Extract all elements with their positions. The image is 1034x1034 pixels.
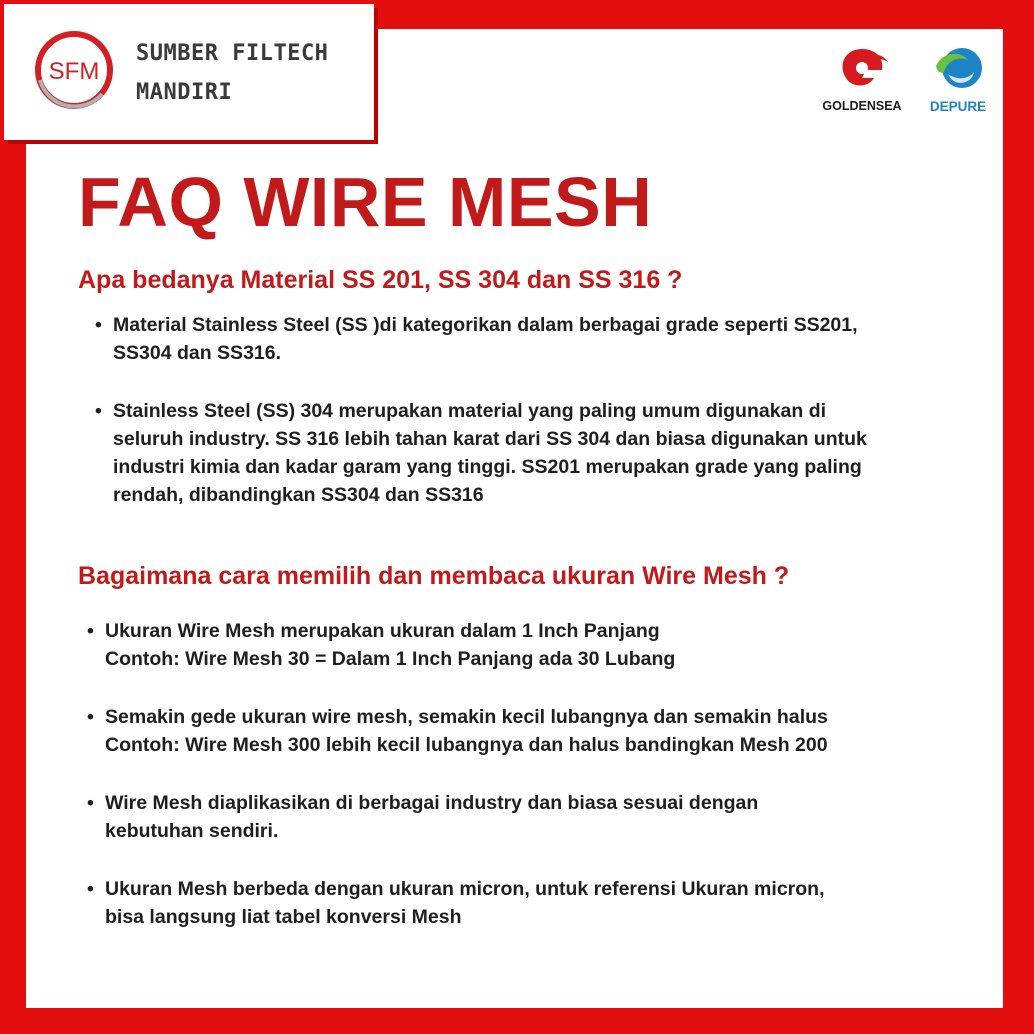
list-item-line: Wire Mesh diaplikasikan di berbagai industry dan biasa sesuai dengan [105,792,759,814]
depure-label: DEPURE [929,99,987,114]
depure-logo [918,44,998,114]
list-item-line: Stainless Steel (SS) 304 merupakan material yang paling umum digunakan di [113,400,827,422]
list-item-line: Semakin gede ukuran wire mesh, semakin kecil lubangnya dan semakin halus [105,706,828,728]
list-item-line: Material Stainless Steel (SS )di kategorikan dalam berbagai grade seperti SS201, [113,314,858,336]
question-heading: Apa bedanya Material SS 201, SS 304 dan SS 316 ? [78,266,683,294]
list-item-line: rendah, dibandingkan SS304 dan SS316 [113,484,484,506]
list-item-line: Contoh: Wire Mesh 300 lebih kecil lubangnya dan halus bandingkan Mesh 200 [105,734,828,756]
brand-header [4,4,374,140]
company-name-line1: SUMBER FILTECH [136,41,329,66]
sfm-logo-icon [32,28,116,112]
bullet-icon: • [95,314,102,336]
question-heading: Bagaimana cara memilih dan membaca ukuran Wire Mesh ? [78,562,790,590]
list-item-line: Contoh: Wire Mesh 30 = Dalam 1 Inch Panjang ada 30 Lubang [105,648,676,670]
list-item-line: SS304 dan SS316. [113,342,282,364]
list-item-line: industri kimia dan kadar garam yang tinggi. SS201 merupakan grade yang paling [113,456,862,478]
list-item [95,311,973,367]
list-item-line: seluruh industry. SS 316 lebih tahan karat dari SS 304 dan biasa digunakan untuk [113,428,867,450]
list-item-line: Ukuran Mesh berbeda dengan ukuran micron, untuk referensi Ukuran micron, [105,878,825,900]
list-item [87,703,965,759]
list-item [87,617,965,673]
page-title: FAQ WIRE MESH [78,163,653,241]
company-name [136,34,376,112]
bullet-icon: • [87,620,94,642]
list-item-line: Ukuran Wire Mesh merupakan ukuran dalam 1 Inch Panjang [105,620,660,642]
bullet-icon: • [95,400,102,422]
bullet-icon: • [87,706,94,728]
list-item-line: kebutuhan sendiri. [105,820,279,842]
logo-text: SFM [48,58,100,85]
goldensea-logo-icon [832,44,892,94]
bullet-icon: • [87,878,94,900]
bullet-icon: • [87,792,94,814]
goldensea-logo [816,44,908,113]
list-item [95,397,973,509]
company-name-line2: MANDIRI [136,80,233,105]
list-item [87,789,965,845]
depure-logo-icon [928,44,988,94]
goldensea-label: GOLDENSEA [822,99,902,113]
list-item [87,875,965,931]
list-item-line: bisa langsung liat tabel konversi Mesh [105,906,462,928]
